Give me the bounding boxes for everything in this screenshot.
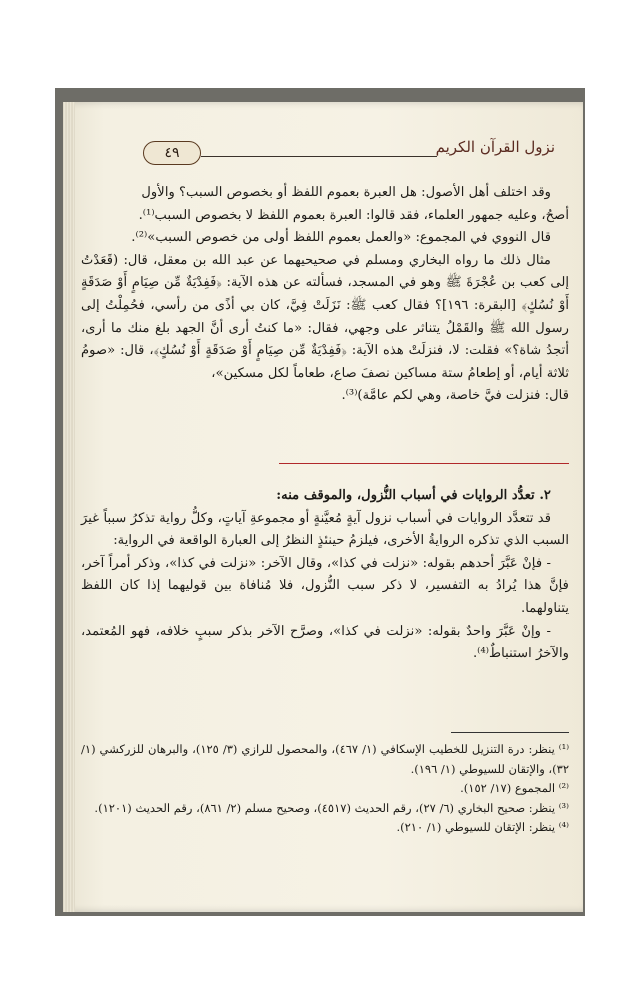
page-number: ٤٩: [143, 141, 201, 165]
section-text: [81, 485, 569, 666]
scanned-page-backdrop: [55, 88, 585, 916]
footnote: ⁽²⁾ المجموع (١٧/ ١٥٢).: [460, 781, 569, 795]
footnotes: [81, 740, 569, 838]
list-item: - فإنْ عَبَّرَ أحدهم بقوله: «نزلت في كذا»، وقال الآخر: «نزلت في كذا»، وذكر أمراً آخر، فإنَّ هذا يُرادُ به التفسير، لا ذكر سبب النُّزول، فلا مُنافاة بين قوليهما إذا كان اللفظ يتناولهما.: [81, 555, 569, 616]
section-heading: ٢. تعدُّد الروايات في أسباب النُّزول، والموقف منه:: [276, 488, 551, 503]
paragraph-line: قال: فنزلت فيَّ خاصة، وهي لكم عامَّة)⁽³⁾.: [341, 388, 569, 404]
footnote: ⁽⁴⁾ ينظر: الإتقان للسيوطي (١/ ٢١٠).: [396, 820, 569, 834]
paragraph-line: أصحُ، وعليه جمهور العلماء، فقد قالوا: العبرة بعموم اللفظ لا بخصوص السبب⁽¹⁾.: [138, 207, 569, 223]
paragraph: مثال ذلك ما رواه البخاري ومسلم في صحيحيهما عن عبد الله بن معقل، قال: (قَعَدْتُ إلى كعب بن عُجْرَةَ ﷺ وهو في المسجد، فسألته عن هذه الآية: ﴿فَفِدْيَةٌ مِّن صِيَامٍ أَوْ صَدَقَةٍ أَوْ نُسُكٍ﴾ [البقرة: ١٩٦]؟ فقال كعب ﷺ: نَزَلَتْ فِيَّ، كان بي أذًى من رأسي، فحُمِلْتُ إلى رسول الله ﷺ والقَمْلُ يتناثر على وجهي، فقال: «ما كنتُ أرى أنَّ الجهد بلغ منك ما أرى، أتجدُ شاة؟» فقلت: لا، فنزلَتْ هذه الآية: ﴿فَفِدْيَةٌ مِّن صِيَامٍ أَوْ صَدَقَةٍ أَوْ نُسُكٍ﴾، قال: «صومُ ثلاثة أيام، أو إطعامُ ستة مساكين نصفَ صاع، طعاماً لكل مسكين»،: [81, 252, 569, 381]
header-rule: [201, 156, 437, 157]
footnote: ⁽¹⁾ ينظر: درة التنزيل للخطيب الإسكافي (١/ ٤٦٧)، والمحصول للرازي (٣/ ١٢٥)، والبرهان للزركشي (١/ ٣٢)، والإتقان للسيوطي (١/ ١٩٦).: [81, 742, 570, 776]
paragraph-line: وقد اختلف أهل الأصول: هل العبرة بعموم اللفظ أو بخصوص السبب؟ والأول: [141, 185, 551, 200]
running-header: [143, 138, 555, 168]
main-text: [81, 182, 569, 408]
paragraph: قال النووي في المجموع: «والعمل بعموم اللفظ أولى من خصوص السبب»⁽²⁾.: [131, 230, 551, 246]
paragraph: قد تتعدَّد الروايات في أسباب نزول آيةٍ مُعيَّنةٍ أو مجموعةِ آياتٍ، وكلُّ رواية تذكرُ سبباً غيرَ السبب الذي تذكره الروايةُ الأخرى، فيلزمُ حينئذٍ النظرُ إلى العبارة الواقعة في الرواية:: [81, 510, 569, 549]
underline-mark: [279, 463, 569, 464]
list-item: - وإنْ عَبَّرَ واحدٌ بقوله: «نزلت في كذا»، وصرَّح الآخر بذكر سببٍ خلافه، فهو المُعتمد، والآخرُ استنباطٌ⁽⁴⁾.: [81, 623, 569, 662]
book-page: [63, 102, 583, 912]
page-stack-edge: [63, 102, 75, 912]
footnote: ⁽³⁾ ينظر: صحيح البخاري (٦/ ٢٧)، رقم الحديث (٤٥١٧)، وصحيح مسلم (٢/ ٨٦١)، رقم الحديث (١٢٠١).: [94, 800, 569, 815]
footnote-rule: [451, 732, 569, 733]
header-title: نزول القرآن الكريم: [435, 138, 555, 156]
